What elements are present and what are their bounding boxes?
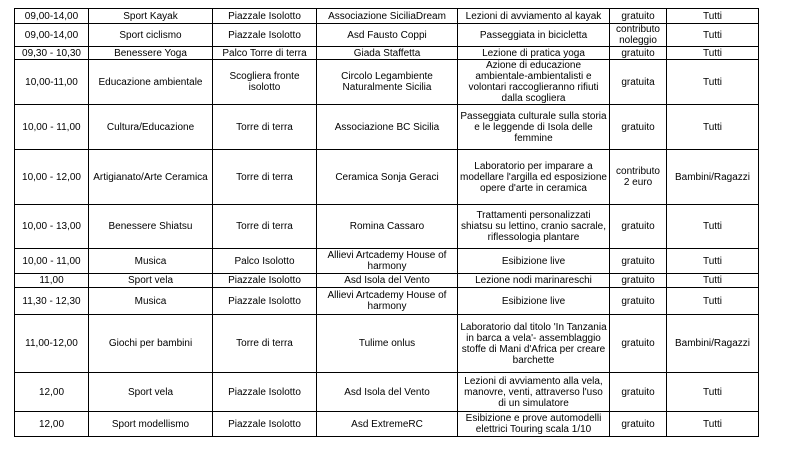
table-row <box>15 60 759 105</box>
table-row <box>15 150 759 205</box>
category-cell: Educazione ambientale <box>89 60 213 105</box>
location-cell: Piazzale Isolotto <box>213 412 317 437</box>
table-row <box>15 24 759 47</box>
description-cell: Azione di educazione ambientale-ambientalisti e volontari raccoglieranno rifiuti dalla scogliera <box>458 60 610 105</box>
organizer-cell: Associazione BC Sicilia <box>317 105 458 150</box>
category-cell: Musica <box>89 288 213 315</box>
table-row <box>15 288 759 315</box>
category-cell: Sport ciclismo <box>89 24 213 47</box>
audience-cell: Tutti <box>667 9 759 24</box>
time-cell: 09,30 - 10,30 <box>15 47 89 60</box>
description-cell: Lezione nodi marinareschi <box>458 274 610 288</box>
organizer-cell: Giada Staffetta <box>317 47 458 60</box>
category-cell: Sport Kayak <box>89 9 213 24</box>
location-cell: Torre di terra <box>213 150 317 205</box>
category-cell: Cultura/Educazione <box>89 105 213 150</box>
category-cell: Musica <box>89 249 213 274</box>
organizer-cell: Asd ExtremeRC <box>317 412 458 437</box>
time-cell: 11,00 <box>15 274 89 288</box>
time-cell: 09,00-14,00 <box>15 24 89 47</box>
table-row <box>15 9 759 24</box>
table-row <box>15 105 759 150</box>
description-cell: Laboratorio per imparare a modellare l'argilla ed esposizione opere d'arte in ceramica <box>458 150 610 205</box>
audience-cell: Tutti <box>667 105 759 150</box>
audience-cell: Bambini/Ragazzi <box>667 315 759 373</box>
organizer-cell: Associazione SiciliaDream <box>317 9 458 24</box>
cost-cell: gratuito <box>610 412 667 437</box>
cost-cell: contributo noleggio <box>610 24 667 47</box>
cost-cell: gratuito <box>610 288 667 315</box>
audience-cell: Tutti <box>667 205 759 249</box>
description-cell: Passeggiata culturale sulla storia e le leggende di Isola delle femmine <box>458 105 610 150</box>
time-cell: 10,00 - 12,00 <box>15 150 89 205</box>
time-cell: 10,00 - 13,00 <box>15 205 89 249</box>
time-cell: 10,00 - 11,00 <box>15 249 89 274</box>
table-row <box>15 373 759 412</box>
audience-cell: Tutti <box>667 24 759 47</box>
category-cell: Sport modellismo <box>89 412 213 437</box>
organizer-cell: Romina Cassaro <box>317 205 458 249</box>
organizer-cell: Tulime onlus <box>317 315 458 373</box>
audience-cell: Tutti <box>667 249 759 274</box>
table-row <box>15 412 759 437</box>
description-cell: Lezioni di avviamento alla vela, manovre, venti, attraverso l'uso di un simulatore <box>458 373 610 412</box>
cost-cell: gratuito <box>610 47 667 60</box>
schedule-table <box>14 8 759 437</box>
location-cell: Piazzale Isolotto <box>213 24 317 47</box>
time-cell: 09,00-14,00 <box>15 9 89 24</box>
audience-cell: Tutti <box>667 47 759 60</box>
location-cell: Piazzale Isolotto <box>213 373 317 412</box>
description-cell: Lezione di pratica yoga <box>458 47 610 60</box>
organizer-cell: Asd Fausto Coppi <box>317 24 458 47</box>
time-cell: 11,30 - 12,30 <box>15 288 89 315</box>
location-cell: Torre di terra <box>213 105 317 150</box>
description-cell: Trattamenti personalizzati shiatsu su lettino, cranio sacrale, riflessologia plantare <box>458 205 610 249</box>
cost-cell: gratuito <box>610 274 667 288</box>
cost-cell: gratuito <box>610 373 667 412</box>
cost-cell: gratuito <box>610 105 667 150</box>
location-cell: Palco Torre di terra <box>213 47 317 60</box>
organizer-cell: Asd Isola del Vento <box>317 274 458 288</box>
table-row <box>15 47 759 60</box>
location-cell: Torre di terra <box>213 205 317 249</box>
audience-cell: Tutti <box>667 274 759 288</box>
table-row <box>15 315 759 373</box>
category-cell: Artigianato/Arte Ceramica <box>89 150 213 205</box>
cost-cell: gratuito <box>610 249 667 274</box>
category-cell: Benessere Yoga <box>89 47 213 60</box>
location-cell: Piazzale Isolotto <box>213 9 317 24</box>
cost-cell: gratuito <box>610 315 667 373</box>
audience-cell: Bambini/Ragazzi <box>667 150 759 205</box>
organizer-cell: Asd Isola del Vento <box>317 373 458 412</box>
category-cell: Sport vela <box>89 373 213 412</box>
table-row <box>15 274 759 288</box>
organizer-cell: Circolo Legambiente Naturalmente Sicilia <box>317 60 458 105</box>
organizer-cell: Allievi Artcademy House of harmony <box>317 288 458 315</box>
category-cell: Benessere Shiatsu <box>89 205 213 249</box>
audience-cell: Tutti <box>667 60 759 105</box>
organizer-cell: Ceramica Sonja Geraci <box>317 150 458 205</box>
description-cell: Lezioni di avviamento al kayak <box>458 9 610 24</box>
cost-cell: gratuito <box>610 9 667 24</box>
organizer-cell: Allievi Artcademy House of harmony <box>317 249 458 274</box>
location-cell: Palco Isolotto <box>213 249 317 274</box>
table-row <box>15 249 759 274</box>
table-row <box>15 205 759 249</box>
audience-cell: Tutti <box>667 412 759 437</box>
time-cell: 10,00 - 11,00 <box>15 105 89 150</box>
cost-cell: contributo 2 euro <box>610 150 667 205</box>
description-cell: Esibizione e prove automodelli elettrici Touring scala 1/10 <box>458 412 610 437</box>
audience-cell: Tutti <box>667 373 759 412</box>
cost-cell: gratuito <box>610 205 667 249</box>
time-cell: 10,00-11,00 <box>15 60 89 105</box>
location-cell: Scogliera fronte isolotto <box>213 60 317 105</box>
audience-cell: Tutti <box>667 288 759 315</box>
time-cell: 12,00 <box>15 412 89 437</box>
location-cell: Torre di terra <box>213 315 317 373</box>
time-cell: 11,00-12,00 <box>15 315 89 373</box>
category-cell: Giochi per bambini <box>89 315 213 373</box>
cost-cell: gratuita <box>610 60 667 105</box>
time-cell: 12,00 <box>15 373 89 412</box>
location-cell: Piazzale Isolotto <box>213 274 317 288</box>
description-cell: Esibizione live <box>458 288 610 315</box>
location-cell: Piazzale Isolotto <box>213 288 317 315</box>
description-cell: Laboratorio dal titolo 'In Tanzania in barca a vela'- assemblaggio stoffe di Mani d'Africa per creare barchette <box>458 315 610 373</box>
description-cell: Esibizione live <box>458 249 610 274</box>
description-cell: Passeggiata in bicicletta <box>458 24 610 47</box>
category-cell: Sport vela <box>89 274 213 288</box>
